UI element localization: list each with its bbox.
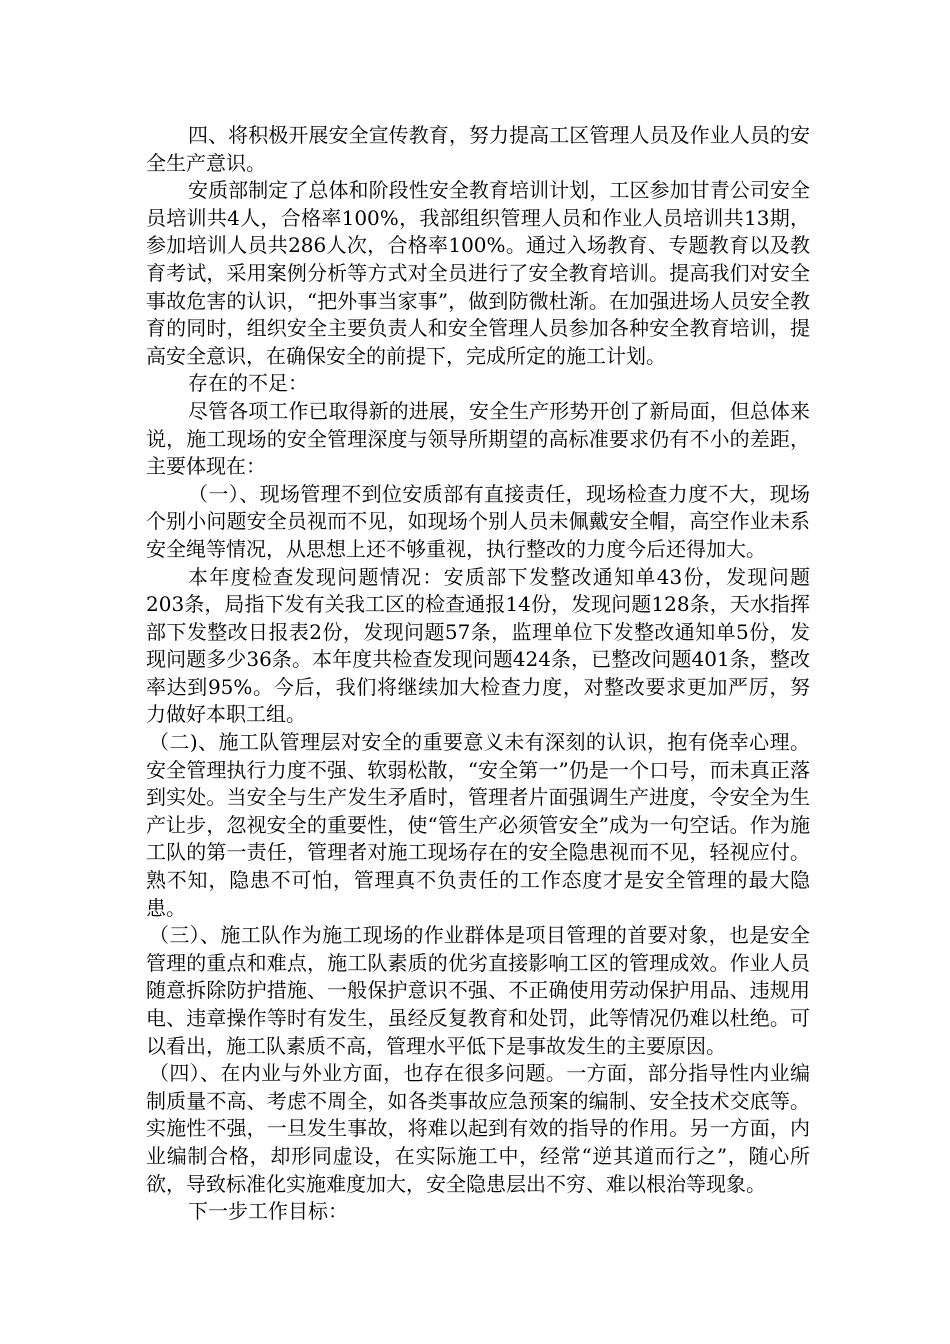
- paragraph-item-one: （一）、现场管理不到位安质部有直接责任，现场检查力度不大，现场个别小问题安全员视而不见，如现场个别人员未佩戴安全帽，高空作业未系安全绳等情况，从思想上还不够重视，执行整改的力度今后还得加大。: [146, 481, 810, 561]
- paragraph-inspection-stats: 本年度检查发现问题情况：安质部下发整改通知单43份，发现问题203条，局指下发有关我工区的检查通报14份，发现问题128条，天水指挥部下发整改日报表2份，发现问题57条，监理单位下发整改通知单5份，发现问题多少36条。本年度共检查发现问题424条，已整改问题401条，整改率达到95%。今后，我们将继续加大检查力度，对整改要求更加严厉，努力做好本职工组。: [146, 564, 810, 727]
- heading-shortcomings: 存在的不足：: [188, 371, 308, 396]
- heading-next-goals: 下一步工作目标：: [188, 1199, 348, 1224]
- paragraph-item-four: （四）、在内业与外业方面，也存在很多问题。一方面，部分指导性内业编制质量不高、考虑不周全，如各类事故应急预案的编制、安全技术交底等。实施性不强，一旦发生事故，将难以起到有效的指导的作用。另一方面，内业编制合格，却形同虚设，在实际施工中，经常“逆其道而行之”，随心所欲，导致标准化实施难度加大，安全隐患层出不穷、难以根治等现象。: [146, 1061, 810, 1196]
- paragraph-training: 安质部制定了总体和阶段性安全教育培训计划，工区参加甘青公司安全员培训共4人，合格率100%，我部组织管理人员和作业人员培训共13期，参加培训人员共286人次，合格率100%。通过入场教育、专题教育以及教育考试，采用案例分析等方式对全员进行了安全教育培训。提高我们对安全事故危害的认识，“把外事当家事”，做到防微杜渐。在加强进场人员安全教育的同时，组织安全主要负责人和安全管理人员参加各种安全教育培训，提高安全意识，在确保安全的前提下，完成所定的施工计划。: [146, 178, 810, 368]
- paragraph-overview: 尽管各项工作已取得新的进展，安全生产形势开创了新局面，但总体来说，施工现场的安全管理深度与领导所期望的高标准要求仍有不小的差距，主要体现在：: [146, 398, 810, 479]
- document-body: [146, 122, 810, 1226]
- paragraph-section-four: 四、将积极开展安全宣传教育，努力提高工区管理人员及作业人员的安全生产意识。: [146, 123, 810, 175]
- paragraph-item-three: （三）、施工队作为施工现场的作业群体是项目管理的首要对象，也是安全管理的重点和难点，施工队素质的优劣直接影响工区的管理成效。作业人员随意拆除防护措施、一般保护意识不强、不正确使用劳动保护用品、违规用电、违章操作等时有发生，虽经反复教育和处罚，此等情况仍难以杜绝。可以看出，施工队素质不高，管理水平低下是事故发生的主要原因。: [146, 923, 810, 1058]
- paragraph-item-two: （二)、施工队管理层对安全的重要意义未有深刻的认识，抱有侥幸心理。安全管理执行力度不强、软弱松散，“安全第一”仍是一个口号，而未真正落到实处。当安全与生产发生矛盾时，管理者片面强调生产进度，令安全为生产让步，忽视安全的重要性，使“管生产必须管安全”成为一句空话。作为施工队的第一责任，管理者对施工现场存在的安全隐患视而不见，轻视应付。熟不知，隐患不可怕，管理真不负责任的工作态度才是安全管理的最大隐患。: [146, 730, 810, 920]
